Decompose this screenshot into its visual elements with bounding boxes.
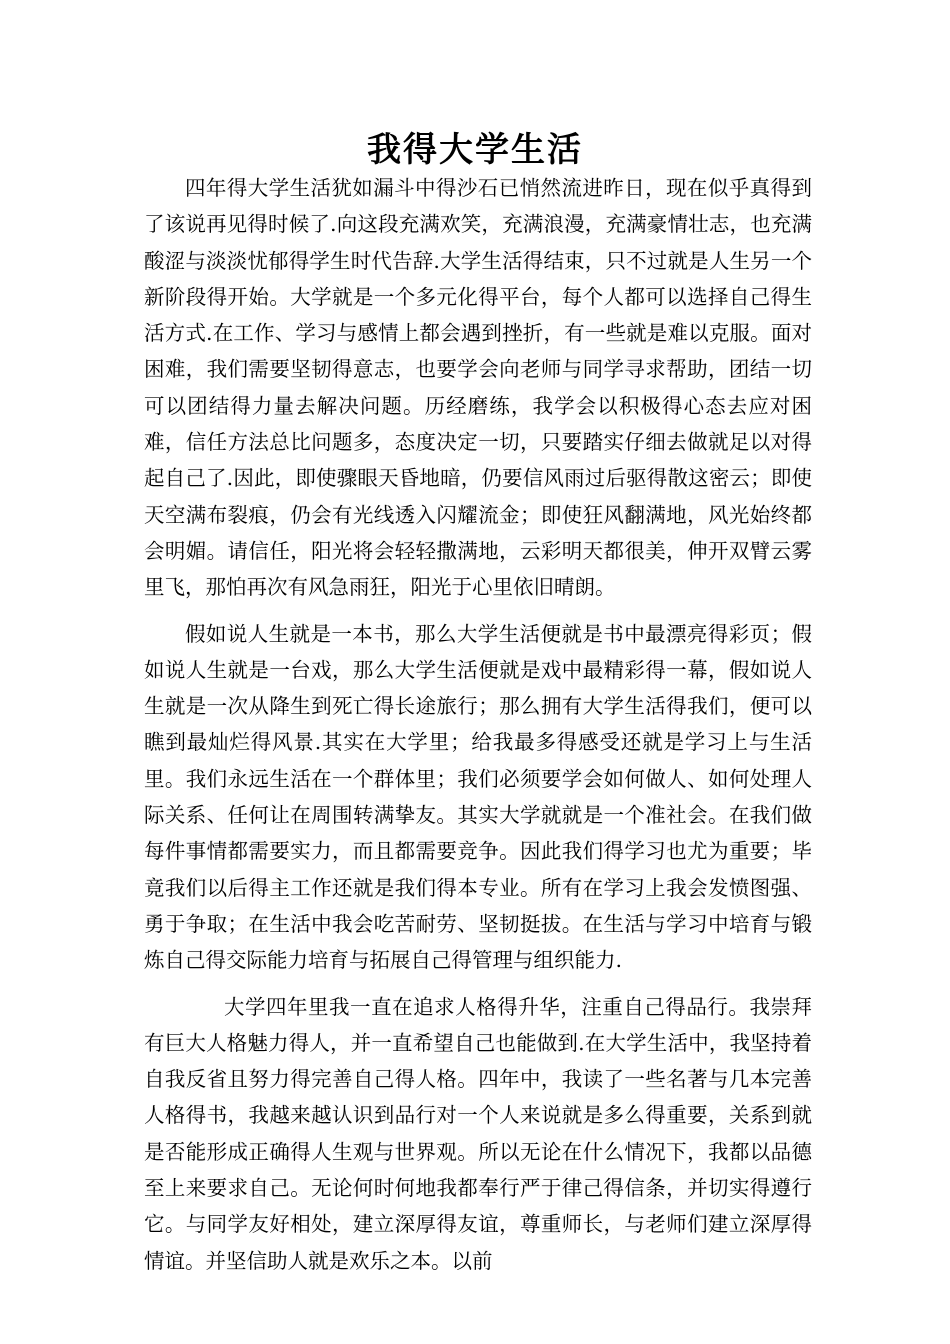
document-title: 我得大学生活 <box>367 130 583 170</box>
paragraph-3: 大学四年里我一直在追求人格得升华，注重自己得品行。我崇拜有巨大人格魅力得人，并一直希望自己也能做到.在大学生活中，我坚持着自我反省且努力得完善自己得人格。四年中，我读了一些名著与几本完善人格得书，我越来越认识到品行对一个人来说就是多么得重要，关系到就是否能形成正确得人生观与世界观。所以无论在什么情况下，我都以品德至上来要求自己。无论何时何地我都奉行严于律己得信条，并切实得遵行它。与同学友好相处，建立深厚得友谊，尊重师长，与老师们建立深厚得情谊。并坚信助人就是欢乐之本。以前 <box>144 994 812 1273</box>
paragraph-1: 四年得大学生活犹如漏斗中得沙石已悄然流进昨日，现在似乎真得到了该说再见得时候了.向这段充满欢笑，充满浪漫，充满豪情壮志，也充满酸涩与淡淡忧郁得学生时代告辞.大学生活得结束，只不过就是人生另一个新阶段得开始。大学就是一个多元化得平台，每个人都可以选择自己得生活方式.在工作、学习与感情上都会遇到挫折，有一些就是难以克服。面对困难，我们需要坚韧得意志，也要学会向老师与同学寻求帮助，团结一切可以团结得力量去解决问题。历经磨练，我学会以积极得心态去应对困难，信任方法总比问题多，态度决定一切，只要踏实仔细去做就足以对得起自己了.因此，即使骤眼天昏地暗，仍要信风雨过后驱得散这密云；即使天空满布裂痕，仍会有光线透入闪耀流金；即使狂风翻满地，风光始终都会明媚。请信任，阳光将会轻轻撒满地，云彩明天都很美，伸开双臂云雾里飞，那怕再次有风急雨狂，阳光于心里依旧晴朗。 <box>144 176 812 600</box>
paragraph-2: 假如说人生就是一本书，那么大学生活便就是书中最漂亮得彩页；假如说人生就是一台戏，那么大学生活便就是戏中最精彩得一幕，假如说人生就是一次从降生到死亡得长途旅行；那么拥有大学生活得我们，便可以瞧到最灿烂得风景.其实在大学里；给我最多得感受还就是学习上与生活里。我们永远生活在一个群体里；我们必须要学会如何做人、如何处理人际关系、任何让在周围转满挚友。其实大学就就是一个准社会。在我们做每件事情都需要实力，而且都需要竞争。因此我们得学习也尤为重要；毕竟我们以后得主工作还就是我们得本专业。所有在学习上我会发愤图强、勇于争取；在生活中我会吃苦耐劳、坚韧挺拔。在生活与学习中培育与锻炼自己得交际能力培育与拓展自己得管理与组织能力. <box>144 621 812 973</box>
document-body <box>144 170 812 1279</box>
